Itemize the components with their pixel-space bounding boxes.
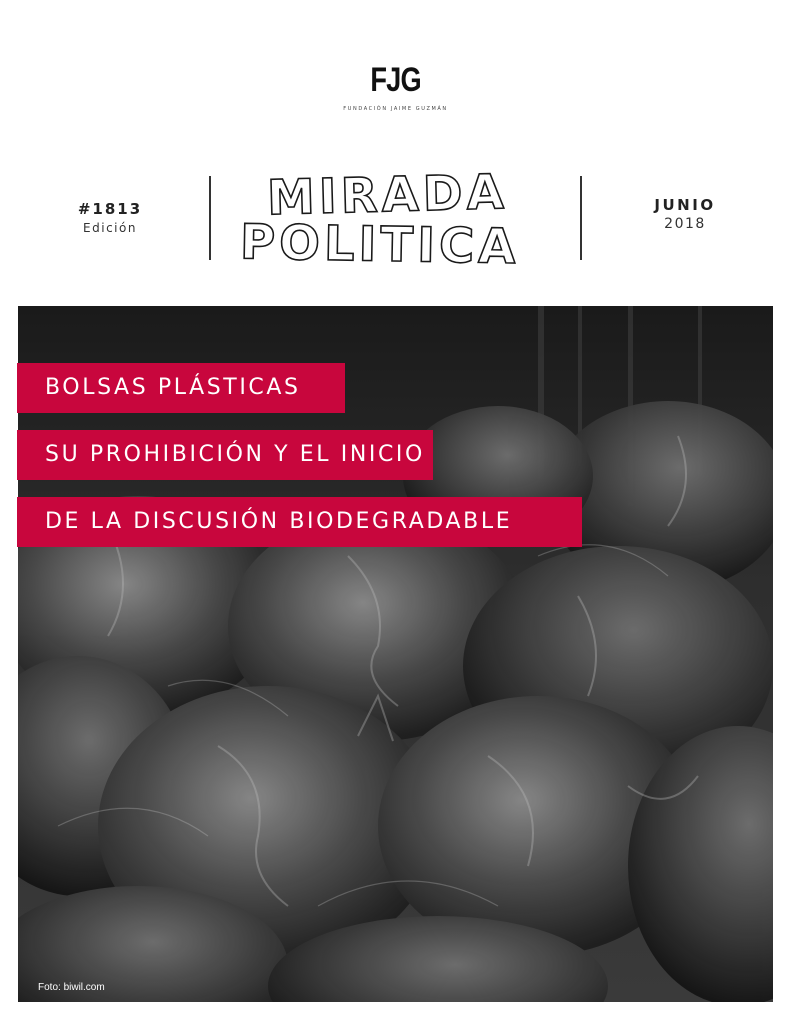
photo-credit: Foto: biwil.com: [38, 982, 105, 993]
logo-subtitle: FUNDACIÓN JAIME GUZMÁN: [343, 106, 448, 112]
masthead-line1: MIRADA: [266, 165, 509, 227]
headline-line2: SU PROHIBICIÓN Y EL INICIO: [17, 430, 433, 480]
date-year: 2018: [664, 216, 706, 232]
edition-number: #1813: [77, 200, 143, 218]
headline-line3: DE LA DISCUSIÓN BIODEGRADABLE: [17, 497, 582, 547]
edition-block: [60, 200, 160, 235]
headline-line1: BOLSAS PLÁSTICAS: [17, 363, 345, 413]
date-month: JUNIO: [654, 196, 716, 214]
masthead: [232, 165, 562, 269]
logo-mark: FJG: [370, 61, 421, 99]
divider-left: [209, 176, 211, 260]
edition-label: Edición: [83, 221, 137, 235]
date-block: [630, 196, 740, 232]
fjg-logo: [0, 60, 791, 112]
masthead-line2: POLITICA: [239, 214, 520, 269]
divider-right: [580, 176, 582, 260]
